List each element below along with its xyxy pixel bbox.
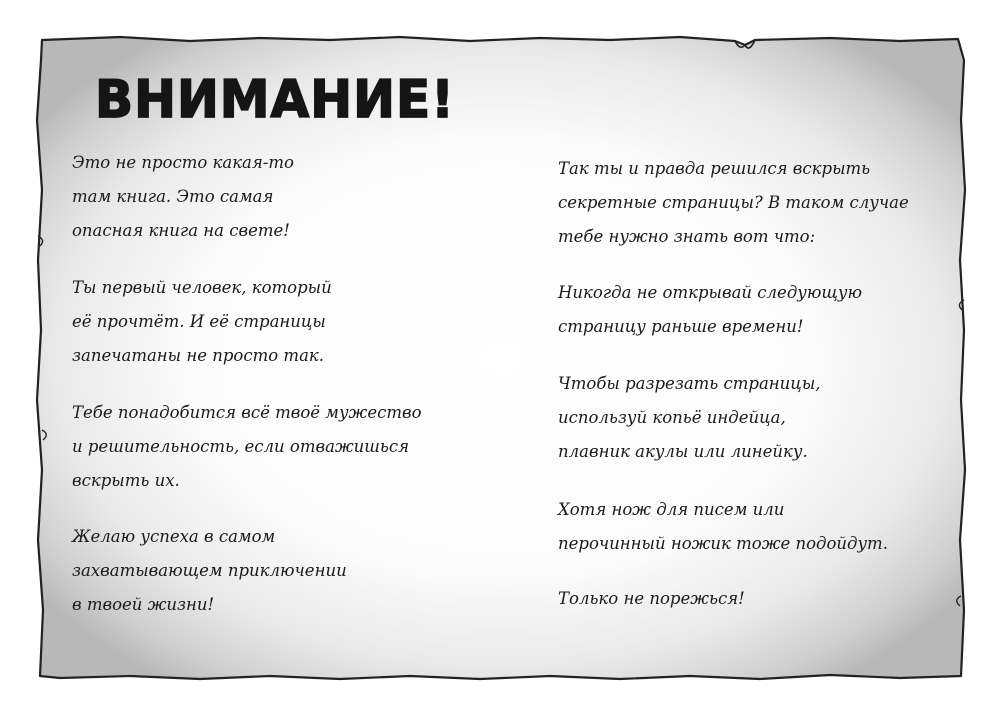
text-line: её прочтёт. И её страницы xyxy=(72,312,326,331)
paragraph xyxy=(72,396,422,498)
text-line: страницу раньше времени! xyxy=(558,317,804,336)
text-line: Это не просто какая-то xyxy=(72,153,294,172)
text-line: используй копьё индейца, xyxy=(558,408,786,427)
text-line: вскрыть их. xyxy=(72,471,180,490)
text-line: Хотя нож для писем или xyxy=(558,500,785,519)
paragraph xyxy=(558,582,745,616)
text-line: запечатаны не просто так. xyxy=(72,346,325,365)
text-line: плавник акулы или линейку. xyxy=(558,442,808,461)
text-line: там книга. Это самая xyxy=(72,187,274,206)
page-title: ВНИМАНИЕ! xyxy=(95,69,455,130)
text-line: Никогда не открывай следующую xyxy=(558,283,862,302)
text-line: Желаю успеха в самом xyxy=(72,527,276,546)
paragraph xyxy=(558,276,862,344)
text-line: Только не порежься! xyxy=(558,589,745,608)
paragraph xyxy=(72,271,332,373)
text-line: Тебе понадобится всё твоё мужество xyxy=(72,403,422,422)
text-line: Ты первый человек, который xyxy=(72,278,332,297)
text-line: захватывающем приключении xyxy=(72,561,347,580)
text-line: секретные страницы? В таком случае xyxy=(558,193,909,212)
text-line: и решительность, если отважишься xyxy=(72,437,410,456)
text-line: тебе нужно знать вот что: xyxy=(558,227,816,246)
paragraph xyxy=(72,520,347,622)
paragraph xyxy=(558,493,888,561)
text-line: перочинный ножик тоже подойдут. xyxy=(558,534,888,553)
paragraph xyxy=(72,146,294,248)
text-line: Чтобы разрезать страницы, xyxy=(558,374,821,393)
paragraph xyxy=(558,367,821,469)
text-line: опасная книга на свете! xyxy=(72,221,290,240)
paragraph xyxy=(558,152,909,254)
text-line: Так ты и правда решился вскрыть xyxy=(558,159,871,178)
text-line: в твоей жизни! xyxy=(72,595,215,614)
